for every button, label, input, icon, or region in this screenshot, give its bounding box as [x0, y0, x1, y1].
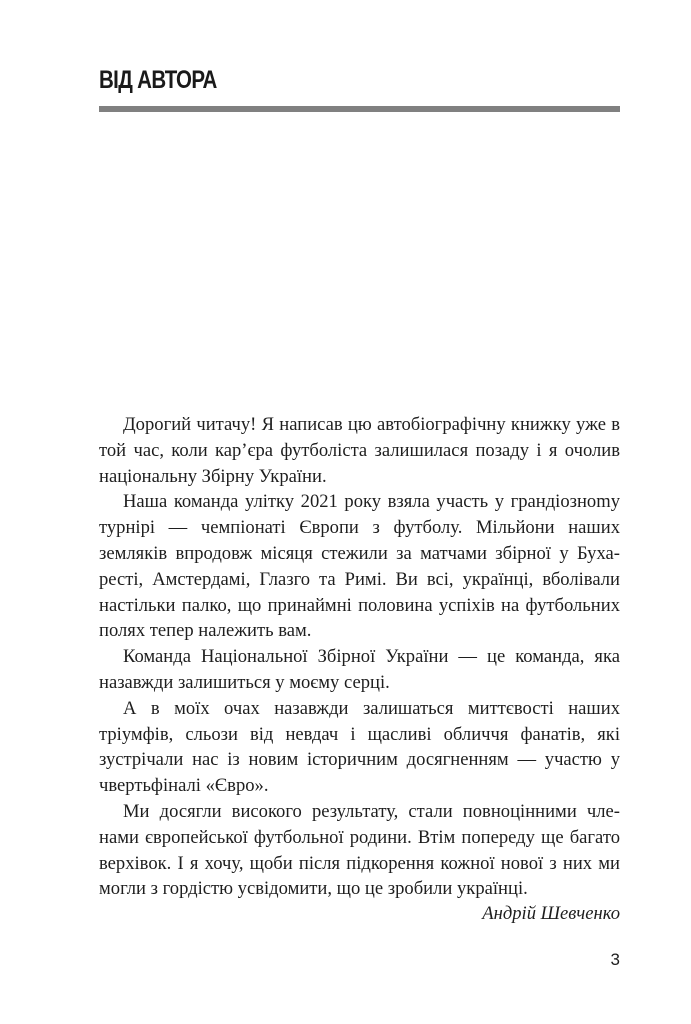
paragraph: Ми досягли високого результату, стали повноцінними членами європейської футбольної родини. Втім попереду ще багато верхівок. І я хочу, щоби після підкорення кожної нової з них ми могли з гордістю усвідомити, що це зробили українці. [99, 800, 620, 900]
page-number: 3 [610, 950, 620, 969]
page-title: ВІД АВТОРА [99, 66, 217, 94]
heading-rule-divider [99, 106, 620, 112]
paragraph: Дорогий читачу! Я написав цю автобіографічну книжку уже в той час, коли кар’єра футболіста залишилася позаду і я очолив національну Збірну України. [99, 414, 620, 487]
author-signature: Андрій Шевченко [482, 903, 620, 924]
foreword-body [99, 412, 620, 902]
paragraph: А в моїх очах назавжди залишаться миттєвості наших тріумфів, сльози від невдач і щасливі обличчя фанатів, які зустрічали нас із новим історичним досягненням — участю у чвертьфіналі «Євро». [99, 697, 620, 797]
paragraph: Наша команда улітку 2021 року взяла участь у грандіозноmу турнірі — чемпіонаті Європи з футболу. Мільйони наших земляків впродовж місяця стежили за матчами збірної у Бухаресті, Амстердамі, Глазго та Римі. Ви всі, українці, вболівали настільки палко, що принаймні половина успіхів на футбольних полях тепер належить вам. [99, 491, 620, 642]
paragraph: Команда Національної Збірної України — це команда, яка назавжди залишиться у моєму серці. [99, 646, 620, 693]
